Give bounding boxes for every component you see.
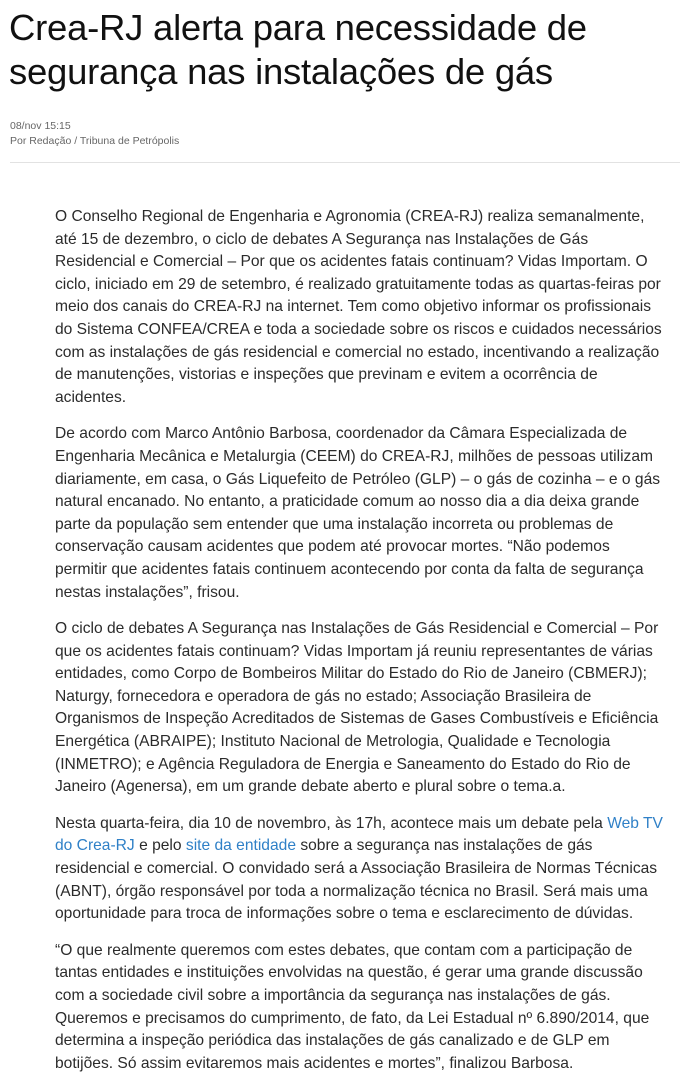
paragraph-4-text-a: Nesta quarta-feira, dia 10 de novembro, às 17h, acontece mais um debate pela (55, 814, 608, 832)
article-meta (10, 119, 179, 149)
paragraph-4 (55, 813, 663, 926)
paragraph-2: De acordo com Marco Antônio Barbosa, coordenador da Câmara Especializada de Engenharia Mecânica e Metalurgia (CEEM) do CREA-RJ, milhões de pessoas utilizam diariamente, em casa, o Gás Liquefeito de Petróleo (GLP) – o gás de cozinha – e o gás natural encanado. No entanto, a praticidade comum ao nosso dia a dia deixa grande parte da população sem entender que uma instalação incorreta ou problemas de conservação causam acidentes que podem até provocar mortes. “Não podemos permitir que acidentes fatais continuem acontecendo por conta da falta de segurança nestas instalações”, frisou. (55, 425, 661, 601)
byline: Por Redação / Tribuna de Petrópolis (10, 135, 180, 147)
paragraph-5: “O que realmente queremos com estes debates, que contam com a participação de tantas entidades e instituições envolvidas na questão, é gerar uma grande discussão com a sociedade civil sobre a importância da segurança nas instalações de gás. Queremos e precisamos do cumprimento, de fato, da Lei Estadual nº 6.890/2014, que determina a inspeção periódica das instalações de gás canalizado e de GLP em botijões. Só assim evitaremos mais acidentes e mortes”, finalizou Barbosa. (55, 941, 650, 1072)
web-tv-link[interactable]: Web TV do Crea-RJ (55, 814, 663, 855)
article-title: Crea-RJ alerta para necessidade de segurança nas instalações de gás (9, 7, 587, 92)
paragraph-4-text-b: e pelo (134, 837, 186, 855)
article-body (55, 206, 663, 1089)
paragraph-1: O Conselho Regional de Engenharia e Agronomia (CREA-RJ) realiza semanalmente, até 15 de dezembro, o ciclo de debates A Segurança nas Instalações de Gás Residencial e Comercial – Por que os acidentes fatais continuam? Vidas Importam. O ciclo, iniciado em 29 de setembro, é realizado gratuitamente todas as quartas-feiras por meio dos canais do CREA-RJ na internet. Tem como objetivo informar os profissionais do Sistema CONFEA/CREA e toda a sociedade sobre os riscos e cuidados necessários com as instalações de gás residencial e comercial no estado, incentivando a realização de manutenções, vistorias e inspeções que previnam e evitem a ocorrência de acidentes. (55, 208, 662, 406)
paragraph-4-text-c: sobre a segurança nas instalações de gás residencial e comercial. O convidado será a Associação Brasileira de Normas Técnicas (ABNT), órgão responsável por toda a normalização técnica no Brasil. Será mais uma oportunidade para troca de informações sobre o tema e esclarecimento de dúvidas. (55, 837, 658, 923)
publish-date: 08/nov 15:15 (10, 120, 71, 132)
paragraph-3: O ciclo de debates A Segurança nas Instalações de Gás Residencial e Comercial – Por que os acidentes fatais continuam? Vidas Importam já reuniu representantes de várias entidades, como Corpo de Bombeiros Militar do Estado do Rio de Janeiro (CBMERJ); Naturgy, fornecedora e operadora de gás no estado; Associação Brasileira de Organismos de Inspeção Acreditados de Sistemas de Gases Combustíveis e Eficiência Energética (ABRAIPE); Instituto Nacional de Metrologia, Qualidade e Tecnologia (INMETRO); e Agência Reguladora de Energia e Saneamento do Estado do Rio de Janeiro (Agenersa), em um grande debate aberto e plural sobre o tema.a. (55, 620, 659, 796)
site-link[interactable]: site da entidade (185, 837, 296, 855)
header-divider (10, 162, 680, 163)
